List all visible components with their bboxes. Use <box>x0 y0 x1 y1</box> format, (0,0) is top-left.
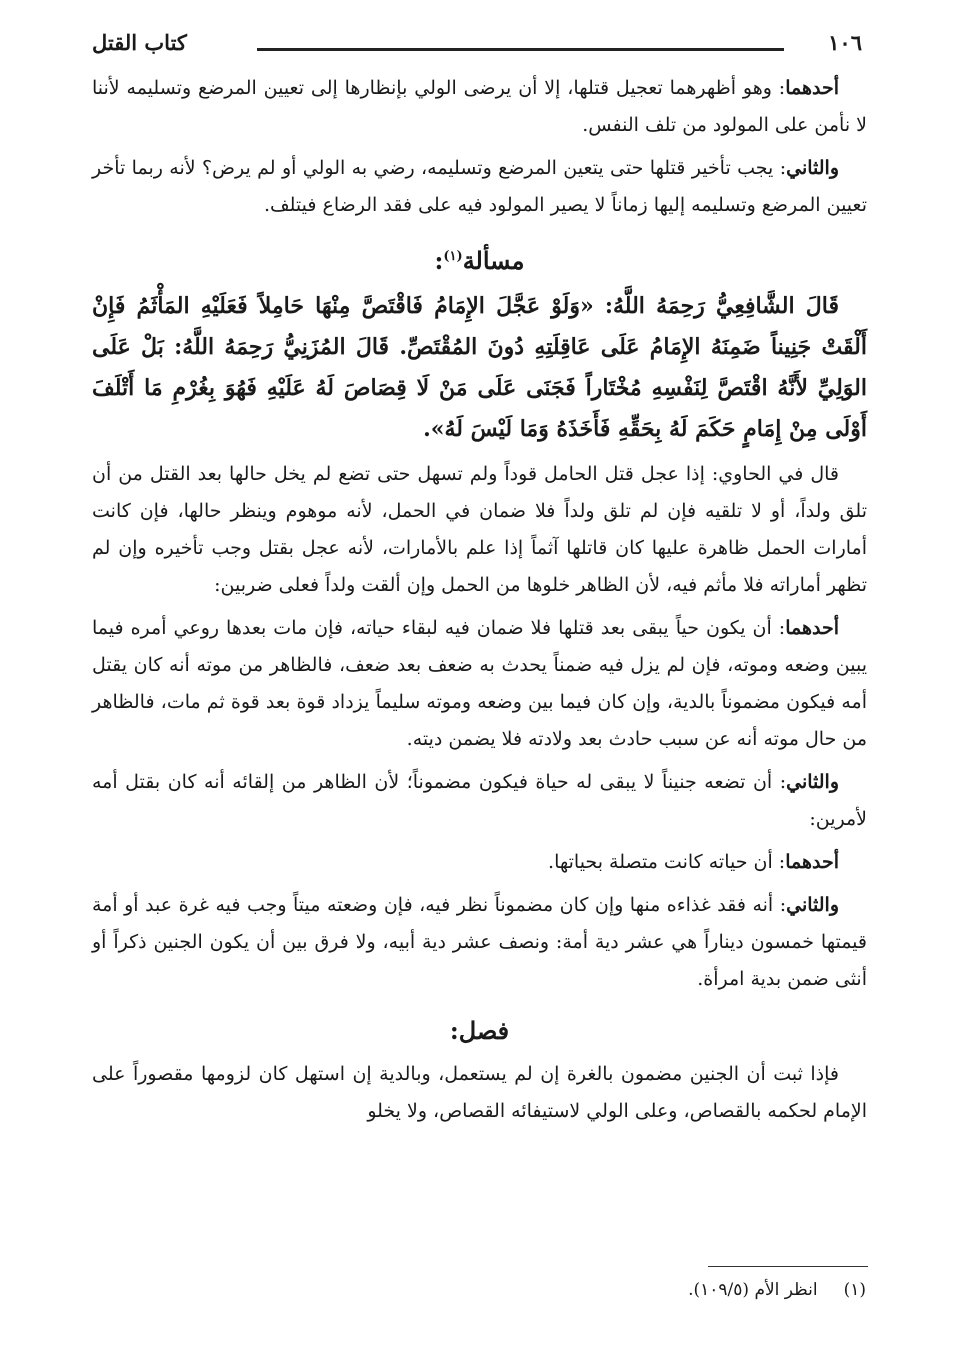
paragraph-1 <box>92 70 867 144</box>
footnote-number: (١) <box>843 1280 866 1300</box>
section-heading-masala <box>92 236 867 282</box>
paragraph-3: قال في الحاوي: إذا عجل قتل الحامل قوداً ولم تسهل حتى تضع لم يخل حالها بعد القتل من أن تلق ولداً، أو لا تلقيه فإن لم تلق ولداً فلا ضمان في الحمل، لأنه موهوم وينظر حالها، فإن كانت أمارات الحمل ظاهرة عليها كان قاتلها آثماً إذا علم بالأمارات، لأنه عجل بقتل وجب تأخيره وإن لم تظهر أماراته فلا مأثم فيه، لأن الظاهر خلوها من الحمل وإن ألقت ولداً فعلى ضربين: <box>92 463 867 596</box>
paragraph-text: : أنه فقد غذاءه منها وإن كان مضموناً نظر فيه، فإن وضعته ميتاً وجب فيه غرة عبد أو أمة قيمتها خمسون ديناراً هي عشر دية أمة: ونصف عشر دية أبيه، ولا فرق بين أن يكون الجنين ذكراً أو أنثى ضمن بدية امرأة. <box>92 894 867 990</box>
paragraph-text: : أن حياته كانت متصلة بحياتها. <box>548 851 786 873</box>
section-heading-fasl <box>92 1010 867 1052</box>
footnote-rule <box>708 1266 868 1267</box>
footnote-text: انظر الأم (١٠٩/٥). <box>688 1280 818 1300</box>
paragraph-5 <box>92 764 867 838</box>
paragraph-8: فإذا ثبت أن الجنين مضمون بالغرة إن لم يستعمل، وبالدية إن استهل كان لزومها مقصوراً على الإمام لحكمه بالقصاص، وعلى الولي لاستيفائه القصاص، ولا يخلو <box>92 1063 867 1122</box>
page-body <box>92 70 867 1136</box>
lead-word: أحدهما <box>785 851 839 873</box>
paragraph-7 <box>92 887 867 998</box>
shafii-quote: قَالَ الشَّافِعِيُّ رَحِمَهُ اللَّهُ: «وَلَوْ عَجَّلَ الإِمَامُ فَاقْتَصَّ مِنْهَا حَامِلاً فَعَلَيْهِ المَأْثَمُ فَإِنْ أَلْقَتْ جَنِيناً ضَمِنَهُ الإِمَامُ عَلَى عَاقِلَتِهِ دُونَ المُقْتَصِّ. قَالَ المُزَنِيُّ رَحِمَهُ اللَّهُ: بَلْ عَلَى الوَلِيِّ لأَنَّهُ اقْتَصَّ لِنَفْسِهِ مُخْتَاراً فَجَنَى عَلَى مَنْ لَا قِصَاصَ لَهُ عَلَيْهِ فَهُوَ بِغُرْمِ مَا أَتْلَفَ أَوْلَى مِنْ إِمَامٍ حَكَمَ لَهُ بِحَقِّهِ فَأَخَذَهُ وَمَا لَيْسَ لَهُ». <box>92 293 867 442</box>
page-header <box>92 30 862 64</box>
heading-title: فصل <box>458 1016 510 1045</box>
lead-word: والثاني <box>786 894 839 916</box>
paragraph-text: : يجب تأخير قتلها حتى يتعين المرضع وتسليمه، رضي به الولي أو لم يرض؟ لأنه ربما تأخر تعيين المرضع وتسليمه إليها زماناً لا يصير المولود فيه على فقد الرضاع فيتلف. <box>92 157 867 216</box>
paragraph-4 <box>92 610 867 758</box>
paragraph-6 <box>92 844 867 881</box>
header-rule <box>257 48 784 51</box>
lead-word: أحدهما <box>785 617 839 639</box>
heading-colon: : <box>434 246 444 275</box>
heading-colon: : <box>449 1016 459 1045</box>
chapter-title: كتاب القتل <box>92 30 187 55</box>
paragraph-2 <box>92 150 867 224</box>
lead-word: أحدهما <box>785 77 839 99</box>
footnote-ref: (١) <box>443 249 463 264</box>
paragraph-text: : أن يكون حياً يبقى بعد قتلها فلا ضمان فيه لبقاء حياته، فإن مات بعدها روعي أمره فيما يبين وضعه وموته، فإن لم يزل فيه ضمناً يحدث به ضعف بعد ضعف، فالظاهر من موته أنه كان يقتل أمه فيكون مضموناً بالدية، وإن كان فيما بين وضعه وموته سليماً يزداد قوة بعد قوة ثم مات، فالظاهر من حال موته أنه عن سبب حادث بعد ولادته فلا يضمن ديته. <box>92 617 867 750</box>
paragraph-text: : وهو أظهرهما تعجيل قتلها، إلا أن يرضى الولي بإنظارها إلى تعيين المرضع وتسليمه لأننا لا نأمن على المولود من تلف النفس. <box>92 77 867 136</box>
footnote <box>662 1280 866 1300</box>
heading-title: مسألة <box>462 246 525 275</box>
lead-word: والثاني <box>786 157 839 179</box>
page-number: ١٠٦ <box>828 30 862 55</box>
lead-word: والثاني <box>786 771 839 793</box>
paragraph-text: : أن تضعه جنيناً لا يبقى له حياة فيكون مضموناً؛ لأن الظاهر من إلقائه أنه كان بقتل أمه لأمرين: <box>92 771 867 830</box>
